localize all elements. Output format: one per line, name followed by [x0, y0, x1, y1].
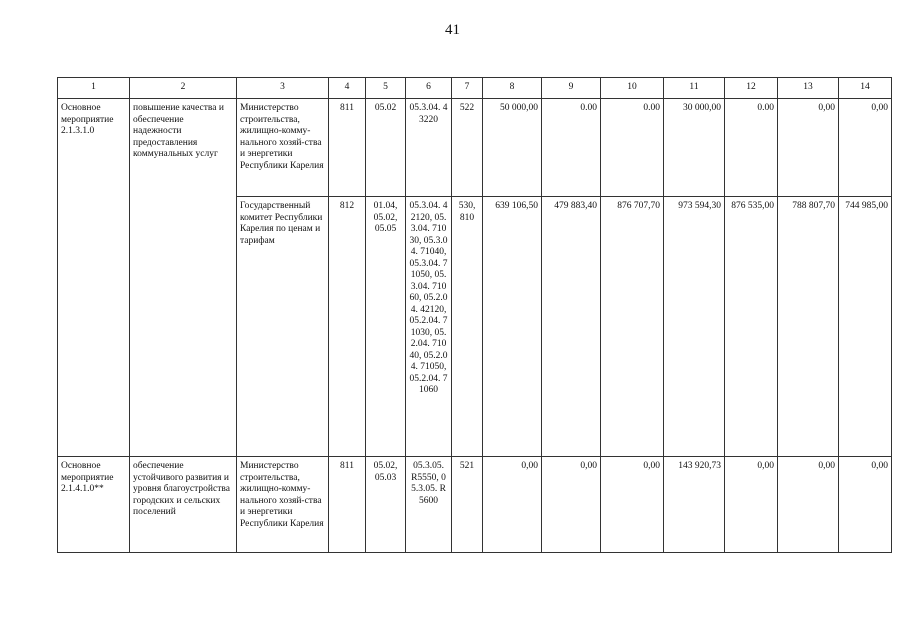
column-header: 14 [839, 78, 892, 99]
amount-cell: 143 920,73 [664, 457, 725, 553]
amount-cell: 0,00 [839, 457, 892, 553]
amount-cell: 876 535,00 [725, 197, 778, 457]
column-header: 10 [601, 78, 664, 99]
column-header: 11 [664, 78, 725, 99]
table-row [58, 457, 892, 553]
executor: Министерство строительства, жилищно-комму-нального хозяй-ства и энергетики Республики Карелия [237, 99, 329, 197]
column-header: 1 [58, 78, 130, 99]
event-name: Основное мероприятие 2.1.3.1.0 [58, 99, 130, 457]
column-header: 5 [366, 78, 406, 99]
executor: Государственный комитет Республики Карелия по ценам и тарифам [237, 197, 329, 457]
column-header: 13 [778, 78, 839, 99]
amount-cell: 0,00 [839, 99, 892, 197]
column-header: 3 [237, 78, 329, 99]
vr-code: 530, 810 [452, 197, 483, 457]
amount-cell: 0.00 [725, 99, 778, 197]
column-header: 2 [130, 78, 237, 99]
amount-cell: 744 985,00 [839, 197, 892, 457]
amount-cell: 479 883,40 [542, 197, 601, 457]
grbs-code: 812 [329, 197, 366, 457]
rzpr-code: 01.04, 05.02, 05.05 [366, 197, 406, 457]
amount-cell: 0,00 [601, 457, 664, 553]
page-number: 41 [445, 22, 460, 38]
column-number-row [58, 78, 892, 99]
csr-code: 05.3.04. 43220 [406, 99, 452, 197]
column-header: 7 [452, 78, 483, 99]
executor: Министерство строительства, жилищно-комму-нального хозяй-ства и энергетики Республики Карелия [237, 457, 329, 553]
amount-cell: 639 106,50 [483, 197, 542, 457]
amount-cell: 0,00 [542, 457, 601, 553]
vr-code: 521 [452, 457, 483, 553]
grbs-code: 811 [329, 457, 366, 553]
amount-cell: 50 000,00 [483, 99, 542, 197]
rzpr-code: 05.02 [366, 99, 406, 197]
table-row [58, 99, 892, 197]
csr-code: 05.3.05. R5550, 05.3.05. R5600 [406, 457, 452, 553]
column-header: 12 [725, 78, 778, 99]
grbs-code: 811 [329, 99, 366, 197]
rzpr-code: 05.02, 05.03 [366, 457, 406, 553]
amount-cell: 0,00 [483, 457, 542, 553]
column-header: 6 [406, 78, 452, 99]
amount-cell: 0,00 [778, 99, 839, 197]
event-name: Основное мероприятие 2.1.4.1.0** [58, 457, 130, 553]
column-header: 9 [542, 78, 601, 99]
amount-cell: 876 707,70 [601, 197, 664, 457]
budget-table [57, 77, 892, 553]
column-header: 8 [483, 78, 542, 99]
column-header: 4 [329, 78, 366, 99]
amount-cell: 0.00 [601, 99, 664, 197]
vr-code: 522 [452, 99, 483, 197]
amount-cell: 973 594,30 [664, 197, 725, 457]
amount-cell: 0.00 [542, 99, 601, 197]
amount-cell: 0,00 [725, 457, 778, 553]
amount-cell: 30 000,00 [664, 99, 725, 197]
amount-cell: 0,00 [778, 457, 839, 553]
event-goal: обеспечение устойчивого развития и уровня благоустройства городских и сельских поселений [130, 457, 237, 553]
csr-code: 05.3.04. 42120, 05.3.04. 71030, 05.3.04. 71040, 05.3.04. 71050, 05.3.04. 71060, 05.2.04. 42120, 05.2.04. 71030, 05.2.04. 71040, 05.2.04. 71050, 05.2.04. 71060 [406, 197, 452, 457]
event-goal: повышение качества и обеспечение надежности предоставления коммунальных услуг [130, 99, 237, 457]
amount-cell: 788 807,70 [778, 197, 839, 457]
